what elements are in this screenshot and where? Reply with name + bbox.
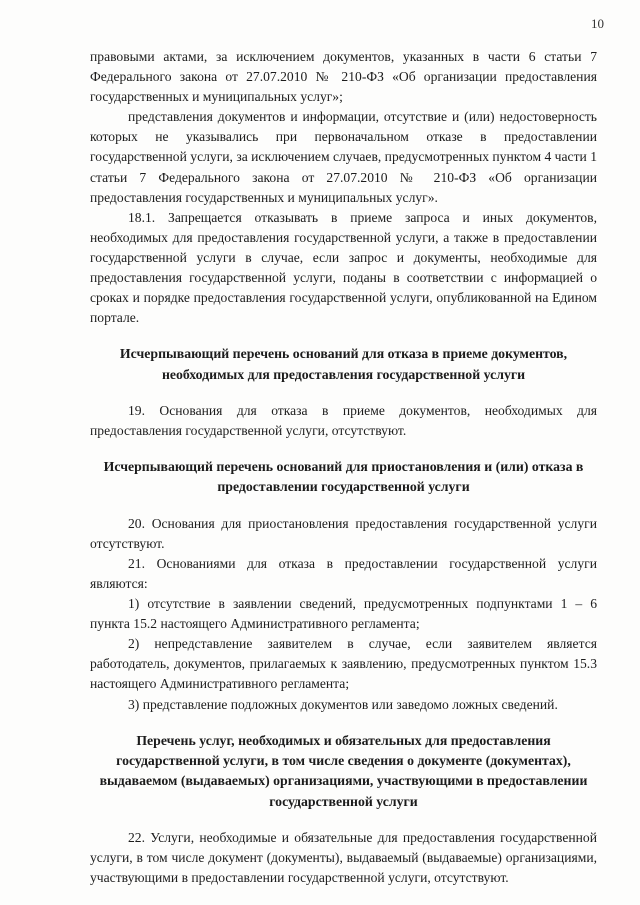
list-item-1: 1) отсутствие в заявлении сведений, предусмотренных подпунктами 1 – 6 пункта 15.2 настоящего Административного регламента; <box>90 596 597 632</box>
paragraph-20: 20. Основания для приостановления предоставления государственной услуги отсутствуют. <box>90 515 597 551</box>
document-body <box>90 47 597 888</box>
page-number: 10 <box>591 16 604 31</box>
paragraph-18-1: 18.1. Запрещается отказывать в приеме запроса и иных документов, необходимых для предоставления государственной услуги, а также в предоставлении государственной услуги в случае, если запрос и документы, необходимые для предоставления государственной услуги, поданы в соответствии с информацией о сроках и порядке предоставления государственной услуги, опубликованной на Едином портале. <box>90 209 597 326</box>
paragraph-documents-info: представления документов и информации, отсутствие и (или) недостоверность которых не указывались при первоначальном отказе в предоставлении государственной услуги, за исключением случаев, предусмотренных пунктом 4 части 1 статьи 7 Федерального закона от 27.07.2010 № 210-ФЗ «Об организации предоставления государственных и муниципальных услуг». <box>90 109 597 205</box>
list-item-3: 3) представление подложных документов или заведомо ложных сведений. <box>128 696 558 712</box>
paragraph-19: 19. Основания для отказа в приеме документов, необходимых для предоставления государственной услуги, отсутствуют. <box>90 402 597 438</box>
heading-required-services: Перечень услуг, необходимых и обязательных для предоставления государственной услуги, в том числе сведения о документе (документах), выдаваемом (выдаваемых) организациями, участвующими в предоставлении государственной услуги <box>99 732 588 809</box>
list-item-2: 2) непредставление заявителем в случае, если заявителем является работодатель, документов, прилагаемых к заявлению, предусмотренных пунктом 15.3 настоящего Административного регламента; <box>90 636 597 692</box>
paragraph-22: 22. Услуги, необходимые и обязательные для предоставления государственной услуги, в том числе документ (документы), выдаваемый (выдаваемые) организациями, участвующими в предоставлении государственной услуги, отсутствуют. <box>90 829 597 885</box>
paragraph-21: 21. Основаниями для отказа в предоставлении государственной услуги являются: <box>90 555 597 591</box>
paragraph-legal-acts: правовыми актами, за исключением документов, указанных в части 6 статьи 7 Федерального закона от 27.07.2010 № 210-ФЗ «Об организации предоставления государственных и муниципальных услуг»; <box>90 49 597 105</box>
heading-refusal-documents: Исчерпывающий перечень оснований для отказа в приеме документов, необходимых для предоставления государственной услуги <box>119 346 568 382</box>
heading-suspension-refusal: Исчерпывающий перечень оснований для приостановления и (или) отказа в предоставлении государственной услуги <box>103 459 584 495</box>
